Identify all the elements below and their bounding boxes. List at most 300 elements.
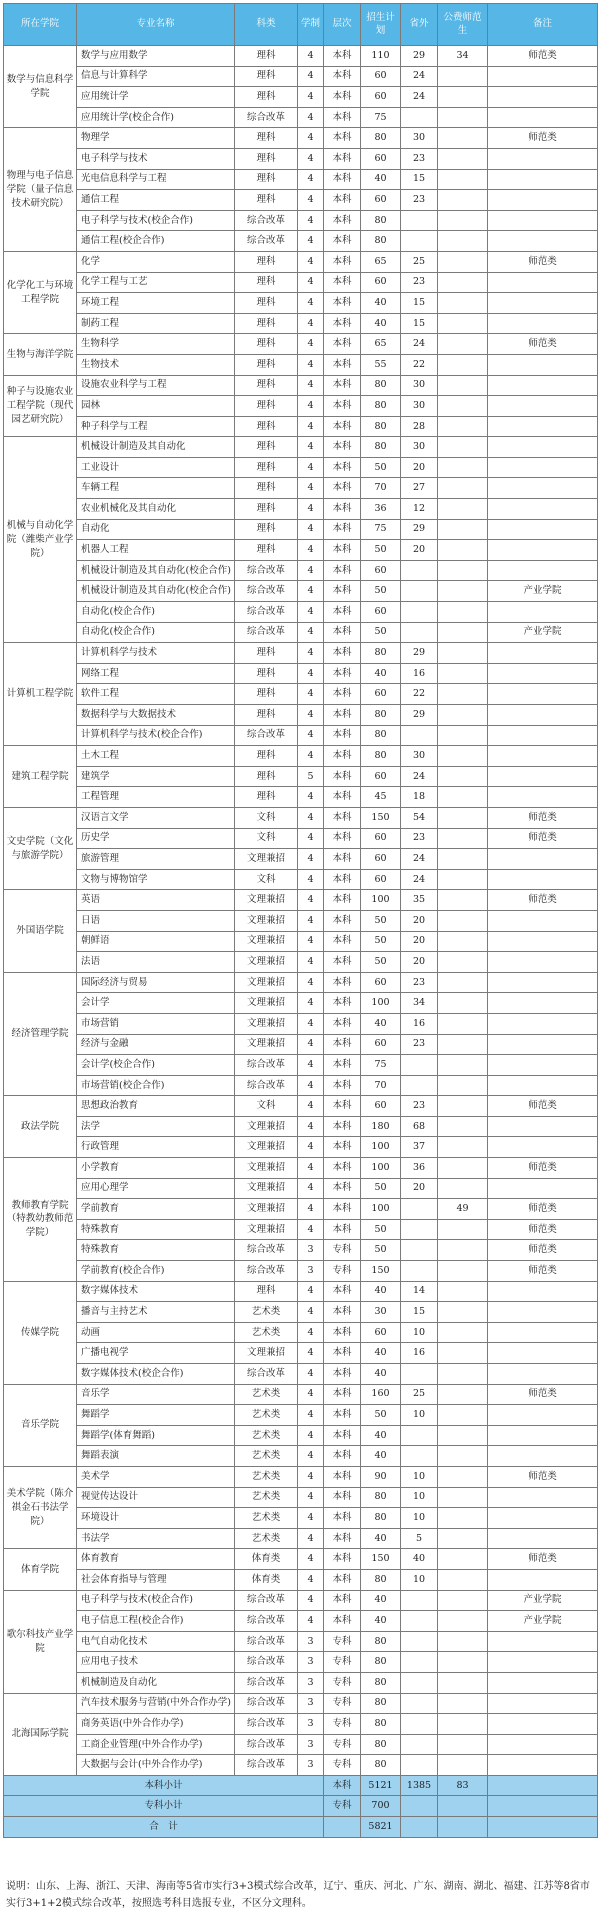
outside-cell: 23 [401, 828, 438, 849]
funded-cell [438, 1343, 488, 1364]
outside-cell: 24 [401, 766, 438, 787]
major-cell: 设施农业科学与工程 [77, 375, 235, 396]
summary-label: 合 计 [4, 1817, 324, 1838]
outside-cell: 5 [401, 1528, 438, 1549]
funded-cell [438, 1652, 488, 1673]
outside-cell [401, 1693, 438, 1714]
remark-cell: 师范类 [488, 1219, 598, 1240]
funded-cell [438, 334, 488, 355]
years-cell: 4 [298, 828, 324, 849]
years-cell: 4 [298, 1034, 324, 1055]
plan-cell: 80 [361, 1734, 401, 1755]
level-cell: 本科 [324, 1322, 361, 1343]
major-cell: 环境设计 [77, 1508, 235, 1529]
level-cell: 专科 [324, 1261, 361, 1282]
college-cell: 歌尔科技产业学院 [4, 1590, 77, 1693]
remark-cell: 产业学院 [488, 1590, 598, 1611]
years-cell: 4 [298, 46, 324, 67]
years-cell: 4 [298, 1178, 324, 1199]
category-cell: 艺术类 [235, 1425, 298, 1446]
table-row [4, 190, 598, 211]
table-row [4, 1569, 598, 1590]
table-row [4, 1013, 598, 1034]
category-cell: 理科 [235, 499, 298, 520]
table-row [4, 272, 598, 293]
major-cell: 舞蹈学 [77, 1405, 235, 1426]
years-cell: 4 [298, 1055, 324, 1076]
outside-cell [401, 210, 438, 231]
plan-cell: 80 [361, 231, 401, 252]
plan-cell: 60 [361, 66, 401, 87]
table-row [4, 375, 598, 396]
remark-cell [488, 1672, 598, 1693]
outside-cell: 20 [401, 457, 438, 478]
plan-cell: 50 [361, 910, 401, 931]
category-cell: 综合改革 [235, 1240, 298, 1261]
level-cell: 本科 [324, 169, 361, 190]
funded-cell [438, 1631, 488, 1652]
remark-cell [488, 746, 598, 767]
category-cell: 艺术类 [235, 1487, 298, 1508]
years-cell: 3 [298, 1714, 324, 1735]
table-row [4, 437, 598, 458]
remark-cell [488, 972, 598, 993]
years-cell: 4 [298, 602, 324, 623]
summary-outside [401, 1796, 438, 1817]
level-cell: 本科 [324, 1343, 361, 1364]
years-cell: 4 [298, 1446, 324, 1467]
funded-cell [438, 1240, 488, 1261]
table-row [4, 766, 598, 787]
college-cell: 教师教育学院（特教幼教师范学院） [4, 1158, 77, 1282]
category-cell: 综合改革 [235, 1652, 298, 1673]
funded-cell [438, 107, 488, 128]
major-cell: 信息与计算科学 [77, 66, 235, 87]
outside-cell: 24 [401, 66, 438, 87]
table-row [4, 1528, 598, 1549]
outside-cell: 37 [401, 1137, 438, 1158]
funded-cell [438, 478, 488, 499]
years-cell: 4 [298, 622, 324, 643]
funded-cell [438, 1137, 488, 1158]
remark-cell [488, 437, 598, 458]
plan-cell: 80 [361, 1487, 401, 1508]
level-cell: 本科 [324, 1569, 361, 1590]
remark-cell [488, 725, 598, 746]
years-cell: 4 [298, 910, 324, 931]
remark-cell [488, 1075, 598, 1096]
funded-cell [438, 622, 488, 643]
category-cell: 理科 [235, 148, 298, 169]
level-cell: 本科 [324, 602, 361, 623]
years-cell: 4 [298, 746, 324, 767]
outside-cell: 20 [401, 540, 438, 561]
funded-cell [438, 1322, 488, 1343]
table-row [4, 210, 598, 231]
major-cell: 计算机科学与技术(校企合作) [77, 725, 235, 746]
major-cell: 机械设计制造及其自动化 [77, 437, 235, 458]
level-cell: 本科 [324, 293, 361, 314]
plan-cell: 30 [361, 1302, 401, 1323]
plan-cell: 60 [361, 87, 401, 108]
table-row [4, 1281, 598, 1302]
plan-cell: 60 [361, 849, 401, 870]
college-cell: 化学化工与环境工程学院 [4, 251, 77, 333]
outside-cell: 23 [401, 972, 438, 993]
category-cell: 综合改革 [235, 1714, 298, 1735]
funded-cell [438, 725, 488, 746]
outside-cell: 15 [401, 293, 438, 314]
table-row [4, 499, 598, 520]
outside-cell [401, 1590, 438, 1611]
level-cell: 本科 [324, 1425, 361, 1446]
summary-level: 专科 [324, 1796, 361, 1817]
major-cell: 土木工程 [77, 746, 235, 767]
years-cell: 4 [298, 1137, 324, 1158]
category-cell: 文理兼招 [235, 993, 298, 1014]
years-cell: 3 [298, 1672, 324, 1693]
plan-cell: 55 [361, 354, 401, 375]
outside-cell: 16 [401, 663, 438, 684]
remark-cell [488, 1446, 598, 1467]
funded-cell [438, 1116, 488, 1137]
category-cell: 综合改革 [235, 1261, 298, 1282]
funded-cell [438, 972, 488, 993]
level-cell: 本科 [324, 190, 361, 211]
years-cell: 4 [298, 931, 324, 952]
plan-cell: 40 [361, 1425, 401, 1446]
remark-cell [488, 705, 598, 726]
funded-cell [438, 251, 488, 272]
college-cell: 音乐学院 [4, 1384, 77, 1466]
funded-cell [438, 1734, 488, 1755]
outside-cell: 25 [401, 251, 438, 272]
college-cell: 生物与海洋学院 [4, 334, 77, 375]
footnote: 说明：山东、上海、浙江、天津、海南等5省市实行3+3模式综合改革，辽宁、重庆、河北、广东、湖南、湖北、福建、江苏等8省市实行3+1+2模式综合改革，按照选考科目选报专业，不区分文理科。 [6, 1881, 590, 1909]
funded-cell [438, 354, 488, 375]
outside-cell: 23 [401, 148, 438, 169]
category-cell: 理科 [235, 519, 298, 540]
plan-cell: 60 [361, 972, 401, 993]
level-cell: 本科 [324, 993, 361, 1014]
table-row [4, 334, 598, 355]
remark-cell [488, 684, 598, 705]
major-cell: 生物科学 [77, 334, 235, 355]
remark-cell [488, 602, 598, 623]
outside-cell: 23 [401, 272, 438, 293]
remark-cell [488, 396, 598, 417]
category-cell: 理科 [235, 396, 298, 417]
major-cell: 法学 [77, 1116, 235, 1137]
category-cell: 理科 [235, 705, 298, 726]
outside-cell [401, 1446, 438, 1467]
remark-cell [488, 416, 598, 437]
category-cell: 艺术类 [235, 1446, 298, 1467]
funded-cell [438, 581, 488, 602]
outside-cell [401, 231, 438, 252]
remark-cell [488, 849, 598, 870]
years-cell: 4 [298, 663, 324, 684]
remark-cell [488, 1652, 598, 1673]
table-row [4, 66, 598, 87]
plan-cell: 50 [361, 1178, 401, 1199]
plan-cell: 80 [361, 1755, 401, 1776]
remark-cell: 师范类 [488, 828, 598, 849]
years-cell: 4 [298, 684, 324, 705]
category-cell: 综合改革 [235, 1755, 298, 1776]
summary-row [4, 1796, 598, 1817]
years-cell: 4 [298, 148, 324, 169]
major-cell: 通信工程 [77, 190, 235, 211]
table-row [4, 1446, 598, 1467]
level-cell: 专科 [324, 1631, 361, 1652]
remark-cell [488, 643, 598, 664]
years-cell: 4 [298, 1219, 324, 1240]
level-cell: 本科 [324, 972, 361, 993]
category-cell: 文理兼招 [235, 1013, 298, 1034]
major-cell: 应用统计学(校企合作) [77, 107, 235, 128]
plan-cell: 40 [361, 1013, 401, 1034]
level-cell: 本科 [324, 210, 361, 231]
plan-cell: 50 [361, 931, 401, 952]
level-cell: 专科 [324, 1714, 361, 1735]
major-cell: 农业机械化及其自动化 [77, 499, 235, 520]
level-cell: 本科 [324, 375, 361, 396]
outside-cell: 24 [401, 849, 438, 870]
years-cell: 4 [298, 416, 324, 437]
years-cell: 4 [298, 354, 324, 375]
outside-cell: 10 [401, 1405, 438, 1426]
college-cell: 机械与自动化学院（潍柴产业学院） [4, 437, 77, 643]
plan-cell: 100 [361, 890, 401, 911]
funded-cell [438, 1508, 488, 1529]
category-cell: 综合改革 [235, 1693, 298, 1714]
category-cell: 理科 [235, 313, 298, 334]
years-cell: 3 [298, 1631, 324, 1652]
remark-cell [488, 519, 598, 540]
plan-cell: 80 [361, 1693, 401, 1714]
summary-funded [438, 1796, 488, 1817]
level-cell: 本科 [324, 1219, 361, 1240]
years-cell: 3 [298, 1240, 324, 1261]
remark-cell [488, 1034, 598, 1055]
years-cell: 4 [298, 1322, 324, 1343]
outside-cell: 15 [401, 313, 438, 334]
category-cell: 综合改革 [235, 1672, 298, 1693]
years-cell: 4 [298, 890, 324, 911]
funded-cell [438, 272, 488, 293]
years-cell: 4 [298, 807, 324, 828]
category-cell: 理科 [235, 416, 298, 437]
category-cell: 文理兼招 [235, 1178, 298, 1199]
level-cell: 本科 [324, 890, 361, 911]
years-cell: 4 [298, 1508, 324, 1529]
years-cell: 4 [298, 437, 324, 458]
major-cell: 机器人工程 [77, 540, 235, 561]
table-row [4, 1734, 598, 1755]
level-cell: 本科 [324, 128, 361, 149]
plan-cell: 75 [361, 1055, 401, 1076]
outside-cell: 10 [401, 1508, 438, 1529]
years-cell: 4 [298, 231, 324, 252]
category-cell: 理科 [235, 272, 298, 293]
plan-cell: 60 [361, 828, 401, 849]
years-cell: 4 [298, 396, 324, 417]
outside-cell [401, 1364, 438, 1385]
remark-cell: 师范类 [488, 807, 598, 828]
plan-cell: 50 [361, 457, 401, 478]
major-cell: 体育教育 [77, 1549, 235, 1570]
table-row [4, 1261, 598, 1282]
level-cell: 本科 [324, 1075, 361, 1096]
years-cell: 4 [298, 190, 324, 211]
summary-plan: 700 [361, 1796, 401, 1817]
remark-cell: 师范类 [488, 890, 598, 911]
years-cell: 4 [298, 313, 324, 334]
years-cell: 4 [298, 66, 324, 87]
remark-cell: 师范类 [488, 251, 598, 272]
major-cell: 应用电子技术 [77, 1652, 235, 1673]
table-row [4, 1652, 598, 1673]
category-cell: 文科 [235, 869, 298, 890]
plan-cell: 40 [361, 1281, 401, 1302]
outside-cell [401, 107, 438, 128]
table-row [4, 1425, 598, 1446]
funded-cell [438, 1487, 488, 1508]
major-cell: 播音与主持艺术 [77, 1302, 235, 1323]
category-cell: 理科 [235, 334, 298, 355]
remark-cell [488, 1714, 598, 1735]
major-cell: 通信工程(校企合作) [77, 231, 235, 252]
category-cell: 体育类 [235, 1549, 298, 1570]
years-cell: 4 [298, 210, 324, 231]
funded-cell [438, 457, 488, 478]
level-cell: 本科 [324, 560, 361, 581]
major-cell: 市场营销(校企合作) [77, 1075, 235, 1096]
outside-cell: 25 [401, 1384, 438, 1405]
category-cell: 综合改革 [235, 231, 298, 252]
outside-cell: 23 [401, 1034, 438, 1055]
summary-row [4, 1775, 598, 1796]
years-cell: 4 [298, 1405, 324, 1426]
category-cell: 文理兼招 [235, 1158, 298, 1179]
funded-cell [438, 210, 488, 231]
funded-cell [438, 993, 488, 1014]
funded-cell [438, 1549, 488, 1570]
funded-cell [438, 1013, 488, 1034]
outside-cell [401, 1199, 438, 1220]
funded-cell [438, 766, 488, 787]
outside-cell: 20 [401, 952, 438, 973]
major-cell: 书法学 [77, 1528, 235, 1549]
major-cell: 工商企业管理(中外合作办学) [77, 1734, 235, 1755]
plan-cell: 70 [361, 1075, 401, 1096]
major-cell: 网络工程 [77, 663, 235, 684]
years-cell: 4 [298, 499, 324, 520]
years-cell: 4 [298, 1466, 324, 1487]
plan-cell: 40 [361, 1528, 401, 1549]
years-cell: 4 [298, 1013, 324, 1034]
college-cell: 外国语学院 [4, 890, 77, 972]
years-cell: 4 [298, 787, 324, 808]
major-cell: 计算机科学与技术 [77, 643, 235, 664]
outside-cell: 22 [401, 354, 438, 375]
category-cell: 综合改革 [235, 1590, 298, 1611]
category-cell: 综合改革 [235, 602, 298, 623]
plan-cell: 80 [361, 128, 401, 149]
years-cell: 4 [298, 128, 324, 149]
funded-cell [438, 1528, 488, 1549]
level-cell: 本科 [324, 787, 361, 808]
plan-cell: 40 [361, 663, 401, 684]
level-cell: 本科 [324, 622, 361, 643]
level-cell: 本科 [324, 725, 361, 746]
remark-cell [488, 210, 598, 231]
category-cell: 文科 [235, 807, 298, 828]
table-row [4, 1466, 598, 1487]
remark-cell [488, 1487, 598, 1508]
funded-cell [438, 1569, 488, 1590]
funded-cell [438, 869, 488, 890]
category-cell: 理科 [235, 746, 298, 767]
major-cell: 电气自动化技术 [77, 1631, 235, 1652]
header-college: 所在学院 [4, 4, 77, 46]
college-cell: 传媒学院 [4, 1281, 77, 1384]
plan-cell: 50 [361, 622, 401, 643]
college-cell: 体育学院 [4, 1549, 77, 1590]
table-header-row [4, 4, 598, 46]
plan-cell: 100 [361, 1137, 401, 1158]
major-cell: 化学工程与工艺 [77, 272, 235, 293]
funded-cell [438, 1466, 488, 1487]
level-cell: 本科 [324, 1528, 361, 1549]
funded-cell [438, 1405, 488, 1426]
plan-cell: 40 [361, 169, 401, 190]
level-cell: 本科 [324, 684, 361, 705]
summary-remark [488, 1775, 598, 1796]
level-cell: 本科 [324, 540, 361, 561]
outside-cell: 16 [401, 1343, 438, 1364]
outside-cell: 15 [401, 1302, 438, 1323]
remark-cell: 师范类 [488, 1384, 598, 1405]
years-cell: 4 [298, 581, 324, 602]
category-cell: 理科 [235, 251, 298, 272]
outside-cell [401, 622, 438, 643]
outside-cell: 68 [401, 1116, 438, 1137]
category-cell: 文理兼招 [235, 910, 298, 931]
level-cell: 本科 [324, 1590, 361, 1611]
plan-cell: 60 [361, 1034, 401, 1055]
major-cell: 光电信息科学与工程 [77, 169, 235, 190]
table-row [4, 910, 598, 931]
category-cell: 理科 [235, 457, 298, 478]
remark-cell [488, 1281, 598, 1302]
years-cell: 4 [298, 1199, 324, 1220]
years-cell: 4 [298, 1528, 324, 1549]
plan-cell: 65 [361, 251, 401, 272]
table-row [4, 746, 598, 767]
plan-cell: 60 [361, 148, 401, 169]
header-plan: 招生计划 [361, 4, 401, 46]
category-cell: 理科 [235, 478, 298, 499]
table-row [4, 1178, 598, 1199]
summary-label: 专科小计 [4, 1796, 324, 1817]
remark-cell [488, 663, 598, 684]
level-cell: 本科 [324, 499, 361, 520]
category-cell: 文理兼招 [235, 931, 298, 952]
outside-cell: 24 [401, 869, 438, 890]
outside-cell [401, 1240, 438, 1261]
